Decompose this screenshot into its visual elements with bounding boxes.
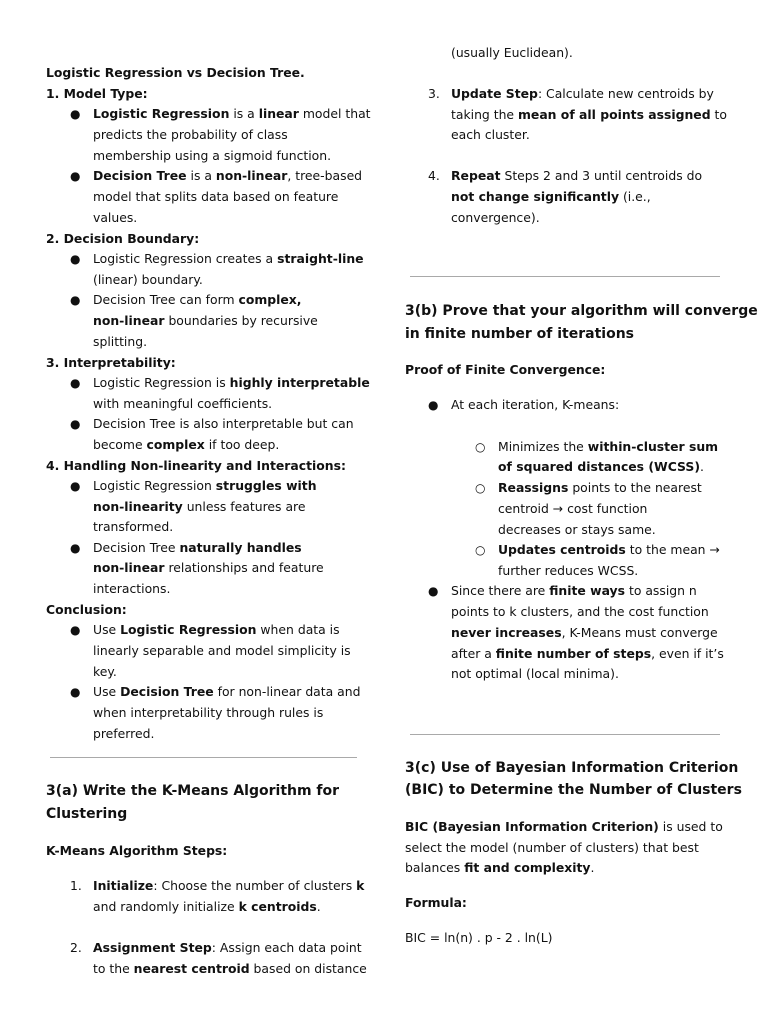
sub-item-line: decreases or stays same. — [498, 522, 656, 537]
bullet-icon: ● — [70, 541, 81, 555]
hollow-bullet-icon: ○ — [475, 440, 486, 454]
section-heading-non-linearity: 4. Handling Non-linearity and Interactions: — [46, 458, 346, 473]
hollow-bullet-icon: ○ — [475, 481, 486, 495]
sub-item-line: Reassigns points to the nearest — [498, 480, 702, 495]
list-item-line: linearly separable and model simplicity is — [93, 643, 351, 658]
bullet-icon: ● — [70, 685, 81, 699]
list-item-line: non-linear relationships and feature — [93, 560, 324, 575]
list-item-line: membership using a sigmoid function. — [93, 148, 332, 163]
list-item-line: Repeat Steps 2 and 3 until centroids do — [451, 168, 703, 183]
list-item-line: values. — [93, 210, 138, 225]
bic-intro-line: BIC (Bayesian Information Criterion) is used to — [405, 819, 723, 834]
list-item-line: convergence). — [451, 210, 540, 225]
bullet-icon: ● — [70, 479, 81, 493]
section-heading-conclusion: Conclusion: — [46, 602, 127, 617]
list-item-line: non-linearity unless features are — [93, 499, 306, 514]
hollow-bullet-icon: ○ — [475, 543, 486, 557]
bullet-icon: ● — [70, 623, 81, 637]
list-item-line: Logistic Regression creates a straight-line — [93, 251, 364, 266]
list-item-line: Use Logistic Regression when data is — [93, 622, 340, 637]
list-item-line: (linear) boundary. — [93, 272, 203, 287]
list-item-line: Initialize: Choose the number of clusters k — [93, 878, 365, 893]
list-item-line: Use Decision Tree for non-linear data and — [93, 684, 361, 699]
question-3c-heading: 3(c) Use of Bayesian Information Criterion — [405, 760, 739, 776]
list-item-line: after a finite number of steps, even if it’s — [451, 646, 724, 661]
bullet-icon: ● — [70, 252, 81, 266]
bic-intro-line: select the model (number of clusters) that best — [405, 840, 699, 855]
bullet-icon: ● — [70, 376, 81, 390]
section-divider — [410, 276, 720, 277]
list-item-line: Since there are finite ways to assign n — [451, 583, 697, 598]
list-item-line: Logistic Regression is a linear model that — [93, 106, 371, 121]
kmeans-steps-heading: K-Means Algorithm Steps: — [46, 843, 228, 858]
sub-item-line: centroid → cost function — [498, 501, 648, 516]
list-item-line: never increases, K-Means must converge — [451, 625, 718, 640]
question-3a-heading: Clustering — [46, 806, 128, 822]
list-item-line: Decision Tree can form complex, — [93, 292, 302, 307]
list-item-line: model that splits data based on feature — [93, 189, 339, 204]
list-item-line: Decision Tree is a non-linear, tree-based — [93, 168, 363, 183]
sub-item-line: further reduces WCSS. — [498, 563, 639, 578]
formula-label: Formula: — [405, 895, 467, 910]
question-3b-heading: in finite number of iterations — [405, 326, 634, 342]
bic-formula: BIC = ln(n) . p - 2 . ln(L) — [405, 930, 553, 945]
section-heading-decision-boundary: 2. Decision Boundary: — [46, 231, 200, 246]
step-number: 4. — [428, 168, 440, 183]
list-item-line: transformed. — [93, 519, 174, 534]
proof-heading: Proof of Finite Convergence: — [405, 362, 606, 377]
list-item-line: Update Step: Calculate new centroids by — [451, 86, 714, 101]
step-number: 2. — [70, 940, 82, 955]
bullet-icon: ● — [70, 293, 81, 307]
sub-item-line: Updates centroids to the mean → — [498, 542, 720, 557]
step-number: 1. — [70, 878, 82, 893]
list-item-line: (usually Euclidean). — [451, 45, 573, 60]
section-divider — [50, 757, 357, 758]
section-heading-model-type: 1. Model Type: — [46, 86, 148, 101]
list-item-line: Decision Tree is also interpretable but can — [93, 416, 354, 431]
section-heading-interpretability: 3. Interpretability: — [46, 355, 176, 370]
list-item-line: not optimal (local minima). — [451, 666, 619, 681]
bullet-icon: ● — [70, 417, 81, 431]
step-number: 3. — [428, 86, 440, 101]
list-item-line: key. — [93, 664, 117, 679]
list-item-line: points to k clusters, and the cost function — [451, 604, 709, 619]
list-item-line: each cluster. — [451, 127, 530, 142]
list-item-line: Logistic Regression is highly interpretable — [93, 375, 370, 390]
list-item-line: when interpretability through rules is — [93, 705, 324, 720]
list-item-line: preferred. — [93, 726, 155, 741]
bullet-icon: ● — [70, 169, 81, 183]
list-item-line: and randomly initialize k centroids. — [93, 899, 321, 914]
list-item-line: Assignment Step: Assign each data point — [93, 940, 362, 955]
sub-item-line: Minimizes the within-cluster sum — [498, 439, 719, 454]
list-item-line: become complex if too deep. — [93, 437, 280, 452]
page-title: Logistic Regression vs Decision Tree. — [46, 65, 305, 80]
list-item-line: to the nearest centroid based on distance — [93, 961, 367, 976]
sub-item-line: of squared distances (WCSS). — [498, 459, 704, 474]
bullet-icon: ● — [70, 107, 81, 121]
list-item-line: not change significantly (i.e., — [451, 189, 651, 204]
list-item-line: with meaningful coefficients. — [93, 396, 273, 411]
list-item-line: splitting. — [93, 334, 148, 349]
bic-intro-line: balances fit and complexity. — [405, 860, 595, 875]
bullet-icon: ● — [428, 584, 439, 598]
question-3b-heading: 3(b) Prove that your algorithm will converge — [405, 303, 758, 319]
list-item-line: predicts the probability of class — [93, 127, 288, 142]
question-3a-heading: 3(a) Write the K-Means Algorithm for — [46, 783, 340, 799]
bullet-icon: ● — [428, 398, 439, 412]
question-3c-heading: (BIC) to Determine the Number of Clusters — [405, 782, 742, 798]
list-item-line: taking the mean of all points assigned to — [451, 107, 727, 122]
list-item-line: Decision Tree naturally handles — [93, 540, 302, 555]
list-item-line: At each iteration, K-means: — [451, 397, 620, 412]
list-item-line: Logistic Regression struggles with — [93, 478, 317, 493]
list-item-line: non-linear boundaries by recursive — [93, 313, 318, 328]
list-item-line: interactions. — [93, 581, 171, 596]
section-divider — [410, 734, 720, 735]
